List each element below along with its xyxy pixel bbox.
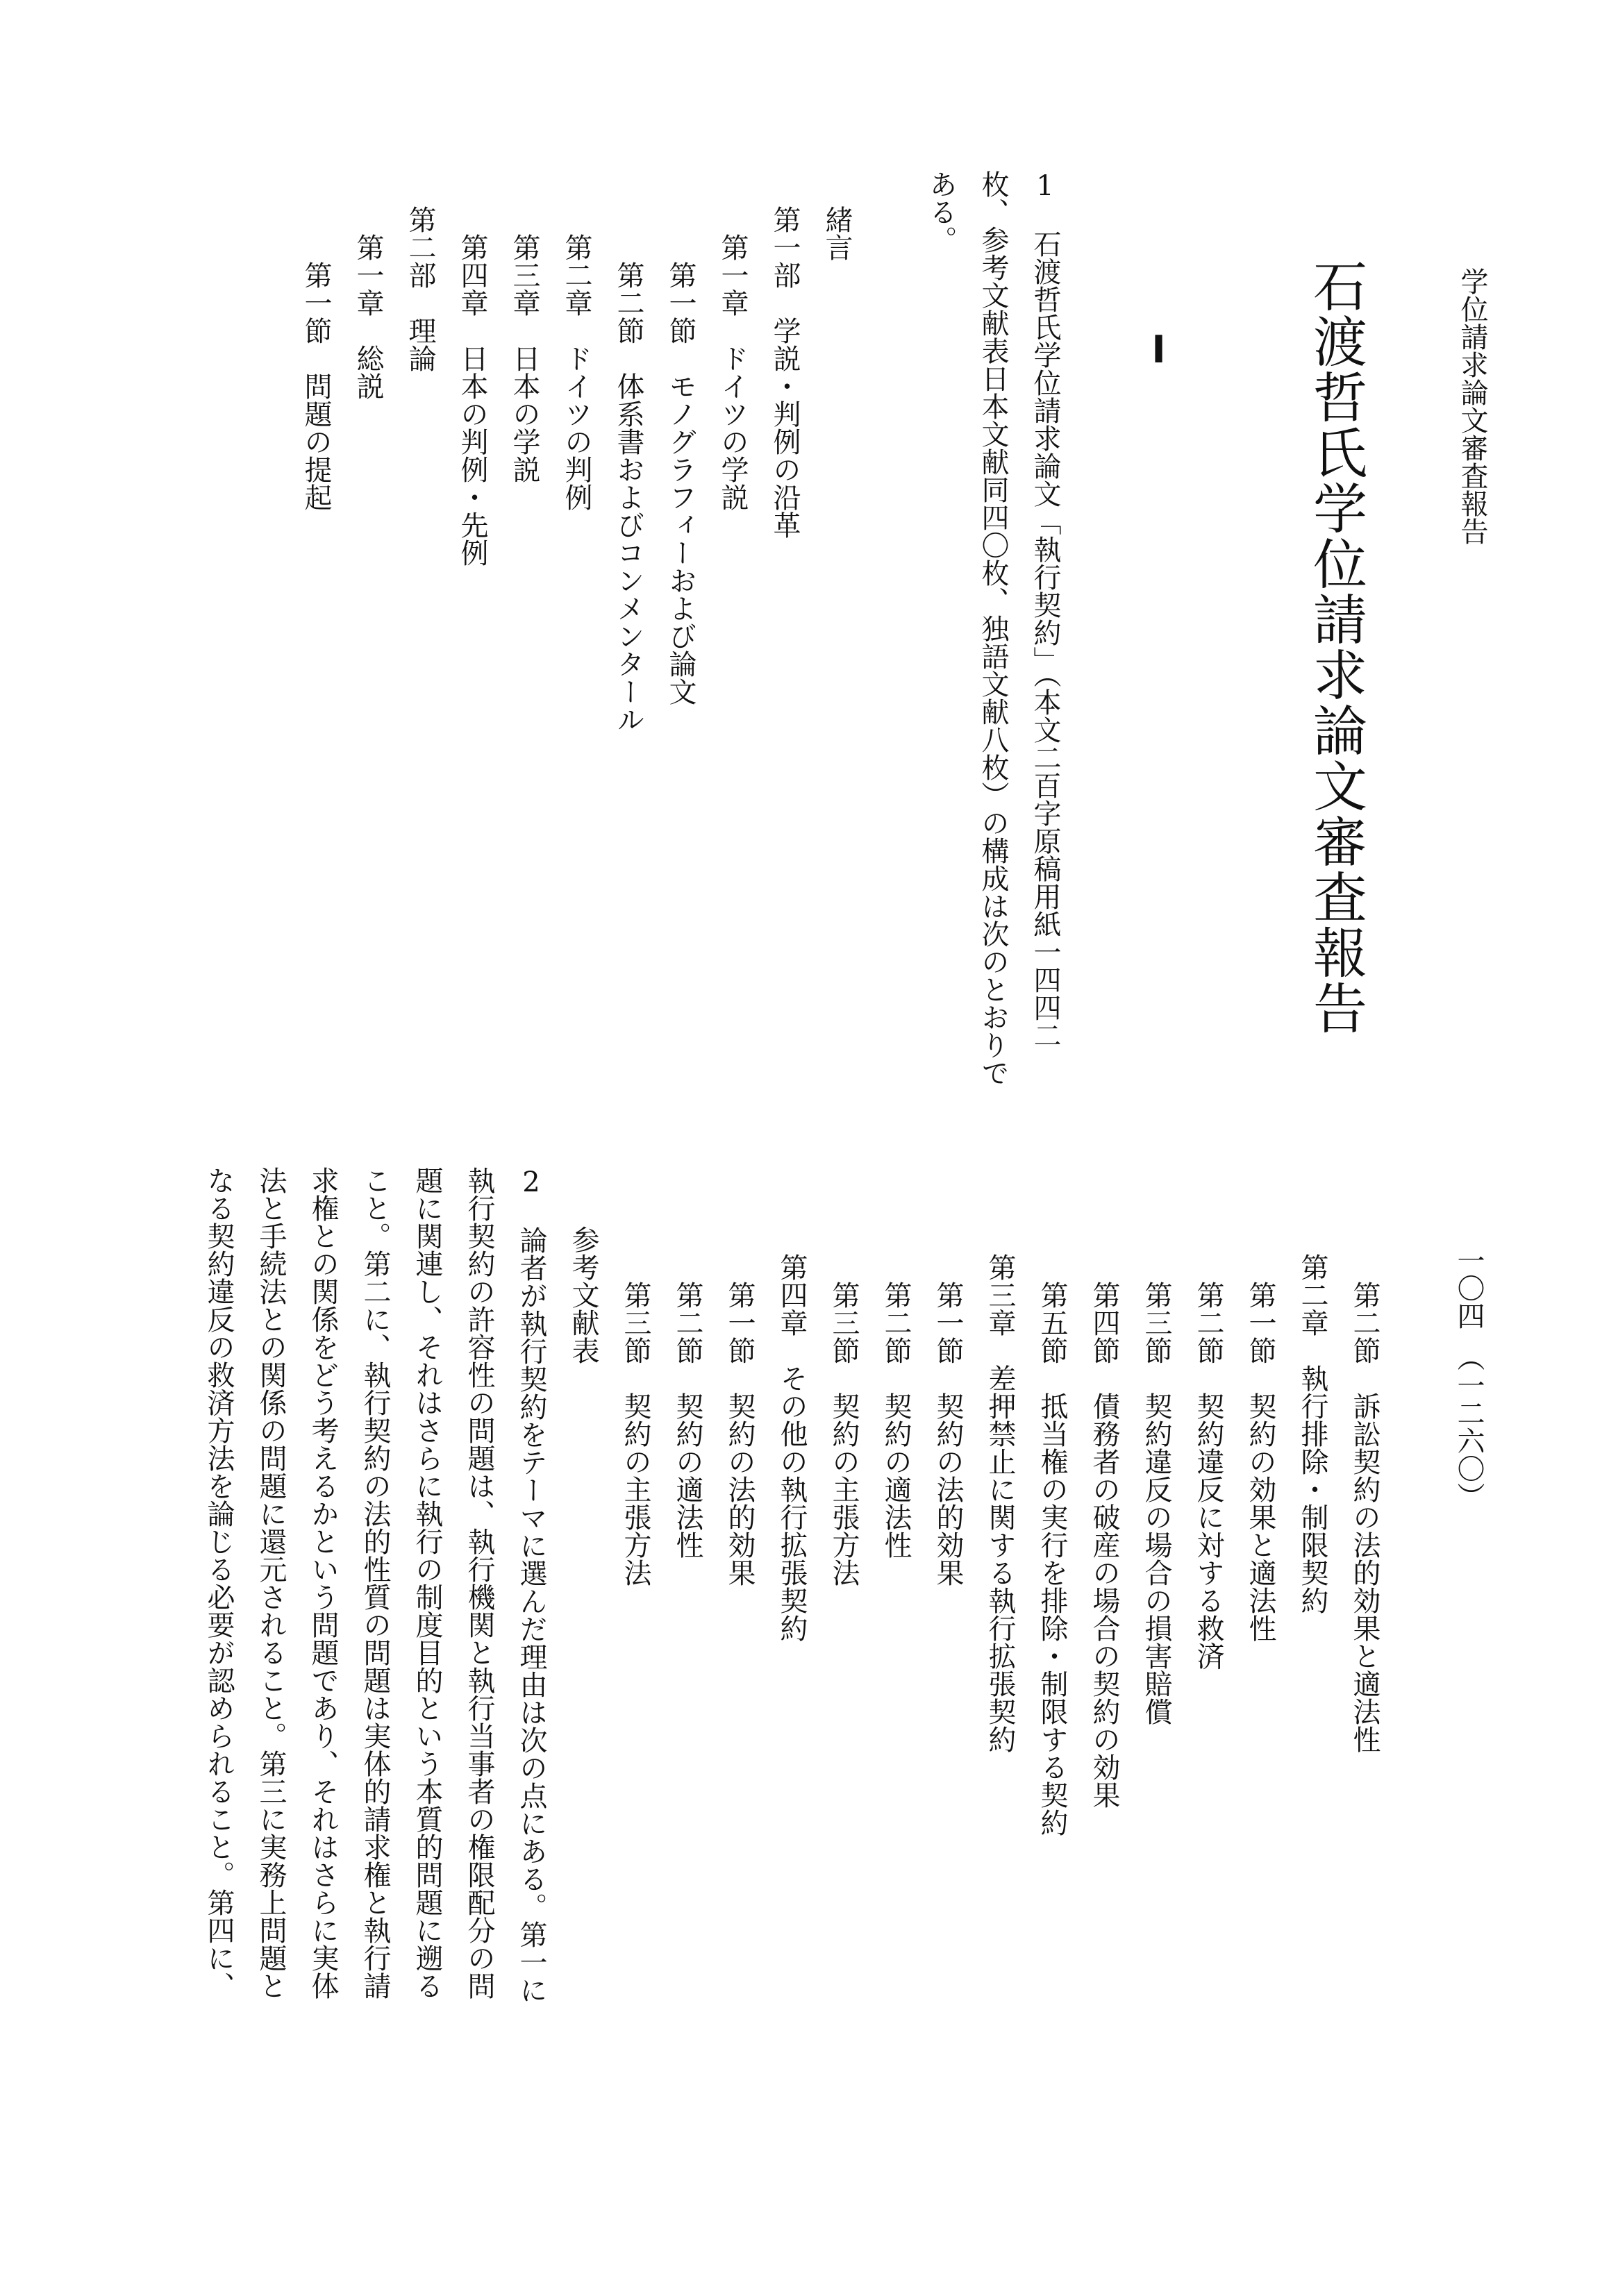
toc-item: 第四章 その他の執行拡張契約 — [776, 1225, 808, 1642]
toc-item: 第一節 モノグラフィーおよび論文 — [665, 206, 697, 705]
toc-item: 第三節 契約の主張方法 — [619, 1225, 651, 1586]
toc-item: 第一章 ドイツの学説 — [717, 206, 749, 511]
toc-item: 第四節 債務者の破産の場合の契約の効果 — [1088, 1225, 1120, 1809]
toc-item: 第一節 問題の提起 — [300, 206, 332, 511]
toc-item: 第二節 訴訟契約の法的効果と適法性 — [1349, 1225, 1381, 1753]
paragraph1-line: 1 石渡哲氏学位請求論文「執行契約」（本文二百字原稿用紙一四四二 — [1029, 170, 1061, 1049]
toc-item: 第二節 契約の適法性 — [880, 1225, 912, 1559]
page-number: 一〇四 （一二六〇） — [1453, 1246, 1485, 1510]
paragraph2-line: こと。第二に、執行契約の法的性質の問題は実体的請求権と執行請 — [359, 1166, 391, 2000]
toc-item: 第二章 執行排除・制限契約 — [1296, 1225, 1328, 1614]
paragraph2-line: 題に関連し、それはさらに執行の制度目的という本質的問題に遡る — [411, 1166, 443, 2000]
page-title: 石渡哲氏学位請求論文審査報告 — [1304, 258, 1367, 1036]
toc-item: 第三章 日本の学説 — [508, 206, 540, 483]
toc-item: 第一節 契約の効果と適法性 — [1244, 1225, 1276, 1642]
toc-item: 第二節 契約違反に対する救済 — [1192, 1225, 1224, 1670]
toc-item: 第二部 理論 — [404, 206, 436, 372]
toc-item: 第五節 抵当権の実行を排除・制限する契約 — [1036, 1225, 1068, 1836]
toc-item: 第一節 契約の法的効果 — [724, 1225, 756, 1586]
paragraph2-line: 求権との関係をどう考えるかという問題であり、それはさらに実体 — [307, 1166, 339, 2000]
toc-item: 第一章 総説 — [352, 206, 384, 400]
paragraph1-line: ある。 — [925, 170, 957, 253]
toc-item: 第一節 契約の法的効果 — [932, 1225, 964, 1586]
toc-item: 第三節 契約違反の場合の損害賠償 — [1140, 1225, 1172, 1725]
paragraph2-line: なる契約違反の救済方法を論じる必要が認められること。第四に、 — [203, 1166, 235, 2000]
section-number: I — [1137, 328, 1181, 371]
running-head: 学位請求論文審査報告 — [1456, 267, 1488, 545]
toc-item: 第二章 ドイツの判例 — [560, 206, 592, 511]
toc-item: 参考文献表 — [567, 1225, 599, 1364]
toc-item: 緒言 — [821, 206, 853, 261]
paragraph2-line: 2 論者が執行契約をテーマに選んだ理由は次の点にある。第一に — [515, 1166, 547, 2004]
toc-item: 第二節 体系書およびコンメンタール — [612, 206, 644, 733]
toc-item: 第二節 契約の適法性 — [672, 1225, 703, 1559]
toc-item: 第三節 契約の主張方法 — [828, 1225, 860, 1586]
toc-item: 第三章 差押禁止に関する執行拡張契約 — [984, 1225, 1016, 1753]
paragraph2-line: 執行契約の許容性の問題は、執行機関と執行当事者の権限配分の問 — [463, 1166, 495, 2000]
toc-item: 第四章 日本の判例・先例 — [456, 206, 488, 567]
toc-item: 第一部 学説・判例の沿革 — [769, 206, 801, 539]
paragraph1-line: 枚、参考文献表日本文献同四〇枚、独語文献八枚）の構成は次のとおりで — [977, 170, 1009, 1087]
paragraph2-line: 法と手続法との関係の問題に還元されること。第三に実務上問題と — [255, 1166, 287, 2000]
